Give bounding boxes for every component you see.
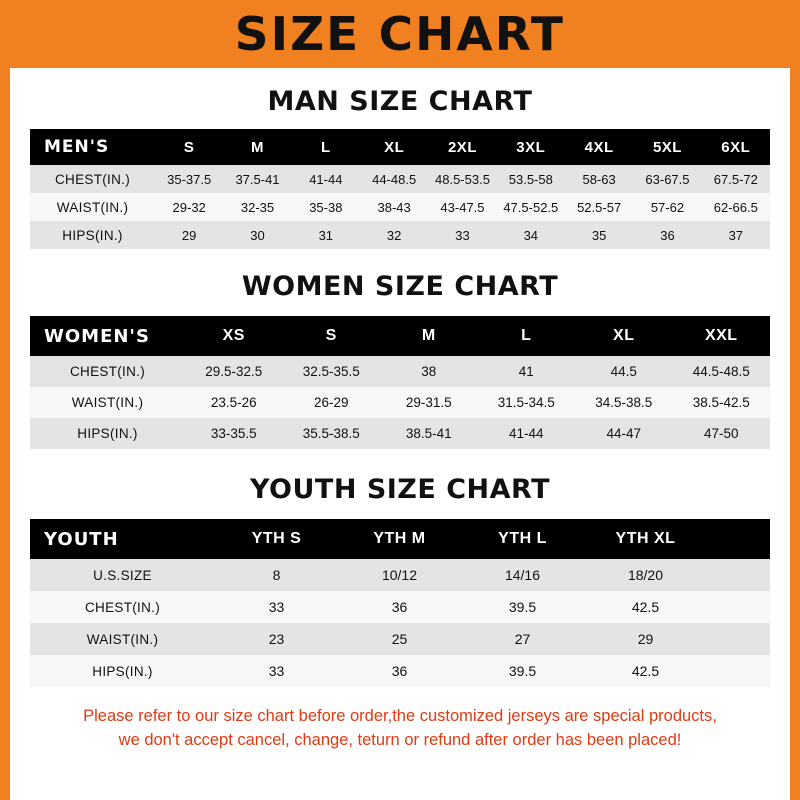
men-chest-label: CHEST(IN.) [30,165,155,193]
men-section-title: MAN SIZE CHART [267,86,533,117]
women-hips-label: HIPS(IN.) [30,418,185,449]
youth-col-yth-l: YTH L [461,519,584,559]
youth-col-yth-s: YTH S [215,519,338,559]
men-chest-2xl: 48.5-53.5 [428,165,496,193]
table-row [30,623,770,655]
youth-size-table [30,519,770,687]
women-waist-xs: 23.5-26 [185,387,283,418]
women-row-header: WOMEN'S [30,316,185,356]
men-chest-m: 37.5-41 [223,165,291,193]
table-row [30,387,770,418]
men-hips-l: 31 [292,221,360,249]
women-chest-xs: 29.5-32.5 [185,356,283,387]
men-col-xl: XL [360,129,428,165]
youth-hips-xl: 42.5 [584,655,707,687]
youth-chest-m: 36 [338,591,461,623]
men-waist-5xl: 57-62 [633,193,701,221]
youth-row-header: YOUTH [30,519,215,559]
women-col-m: M [380,316,478,356]
men-waist-4xl: 52.5-57 [565,193,633,221]
men-waist-xl: 38-43 [360,193,428,221]
women-waist-xl: 34.5-38.5 [575,387,673,418]
youth-col-yth-m: YTH M [338,519,461,559]
youth-waist-l: 27 [461,623,584,655]
men-waist-l: 35-38 [292,193,360,221]
men-col-s: S [155,129,223,165]
youth-chest-s: 33 [215,591,338,623]
men-chest-4xl: 58-63 [565,165,633,193]
women-hips-xxl: 47-50 [673,418,771,449]
men-waist-3xl: 47.5-52.5 [497,193,565,221]
women-col-l: L [478,316,576,356]
table-header-row [30,519,770,559]
women-size-table [30,316,770,449]
men-size-table [30,129,770,249]
women-hips-xl: 44-47 [575,418,673,449]
women-chest-label: CHEST(IN.) [30,356,185,387]
women-waist-label: WAIST(IN.) [30,387,185,418]
women-chest-s: 32.5-35.5 [283,356,381,387]
notice-line-1: Please refer to our size chart before order,the customized jerseys are special products, [83,707,717,725]
men-col-2xl: 2XL [428,129,496,165]
youth-hips-l: 39.5 [461,655,584,687]
men-chest-6xl: 67.5-72 [702,165,770,193]
youth-waist-label: WAIST(IN.) [30,623,215,655]
women-col-xxl: XXL [673,316,771,356]
table-row [30,655,770,687]
women-chest-l: 41 [478,356,576,387]
youth-waist-xl: 29 [584,623,707,655]
youth-ussize-spacer [707,559,770,591]
page-title: SIZE CHART [234,7,566,61]
youth-waist-s: 23 [215,623,338,655]
table-header-row [30,129,770,165]
youth-hips-m: 36 [338,655,461,687]
men-col-5xl: 5XL [633,129,701,165]
men-chest-3xl: 53.5-58 [497,165,565,193]
men-hips-5xl: 36 [633,221,701,249]
table-row [30,591,770,623]
men-col-6xl: 6XL [702,129,770,165]
youth-chest-spacer [707,591,770,623]
women-hips-xs: 33-35.5 [185,418,283,449]
youth-chest-xl: 42.5 [584,591,707,623]
youth-chest-l: 39.5 [461,591,584,623]
women-chest-m: 38 [380,356,478,387]
youth-chest-label: CHEST(IN.) [30,591,215,623]
youth-ussize-m: 10/12 [338,559,461,591]
youth-waist-m: 25 [338,623,461,655]
men-hips-4xl: 35 [565,221,633,249]
youth-waist-spacer [707,623,770,655]
table-row [30,356,770,387]
table-row [30,559,770,591]
women-waist-m: 29-31.5 [380,387,478,418]
women-chest-xl: 44.5 [575,356,673,387]
women-chest-xxl: 44.5-48.5 [673,356,771,387]
men-waist-2xl: 43-47.5 [428,193,496,221]
men-chest-l: 41-44 [292,165,360,193]
youth-hips-label: HIPS(IN.) [30,655,215,687]
women-col-xs: XS [185,316,283,356]
youth-col-yth-xl: YTH XL [584,519,707,559]
header-banner [0,0,800,68]
women-col-s: S [283,316,381,356]
youth-ussize-l: 14/16 [461,559,584,591]
women-hips-m: 38.5-41 [380,418,478,449]
men-row-header: MEN'S [30,129,155,165]
youth-ussize-xl: 18/20 [584,559,707,591]
table-row [30,418,770,449]
men-waist-label: WAIST(IN.) [30,193,155,221]
order-notice [25,705,775,753]
women-hips-l: 41-44 [478,418,576,449]
youth-hips-s: 33 [215,655,338,687]
men-waist-m: 32-35 [223,193,291,221]
women-waist-xxl: 38.5-42.5 [673,387,771,418]
men-hips-2xl: 33 [428,221,496,249]
youth-section-title: YOUTH SIZE CHART [249,474,551,505]
men-chest-5xl: 63-67.5 [633,165,701,193]
youth-ussize-s: 8 [215,559,338,591]
men-col-4xl: 4XL [565,129,633,165]
men-waist-s: 29-32 [155,193,223,221]
men-hips-6xl: 37 [702,221,770,249]
youth-col-spacer [707,519,770,559]
men-chest-s: 35-37.5 [155,165,223,193]
men-hips-m: 30 [223,221,291,249]
youth-hips-spacer [707,655,770,687]
men-col-3xl: 3XL [497,129,565,165]
youth-ussize-label: U.S.SIZE [30,559,215,591]
table-header-row [30,316,770,356]
men-hips-xl: 32 [360,221,428,249]
men-hips-3xl: 34 [497,221,565,249]
men-waist-6xl: 62-66.5 [702,193,770,221]
women-col-xl: XL [575,316,673,356]
table-row [30,165,770,193]
men-chest-xl: 44-48.5 [360,165,428,193]
notice-line-2: we don't accept cancel, change, teturn or refund after order has been placed! [118,730,682,749]
men-hips-s: 29 [155,221,223,249]
women-waist-s: 26-29 [283,387,381,418]
men-col-l: L [292,129,360,165]
table-row [30,193,770,221]
women-waist-l: 31.5-34.5 [478,387,576,418]
men-col-m: M [223,129,291,165]
women-section-title: WOMEN SIZE CHART [241,271,559,302]
table-row [30,221,770,249]
men-hips-label: HIPS(IN.) [30,221,155,249]
women-hips-s: 35.5-38.5 [283,418,381,449]
